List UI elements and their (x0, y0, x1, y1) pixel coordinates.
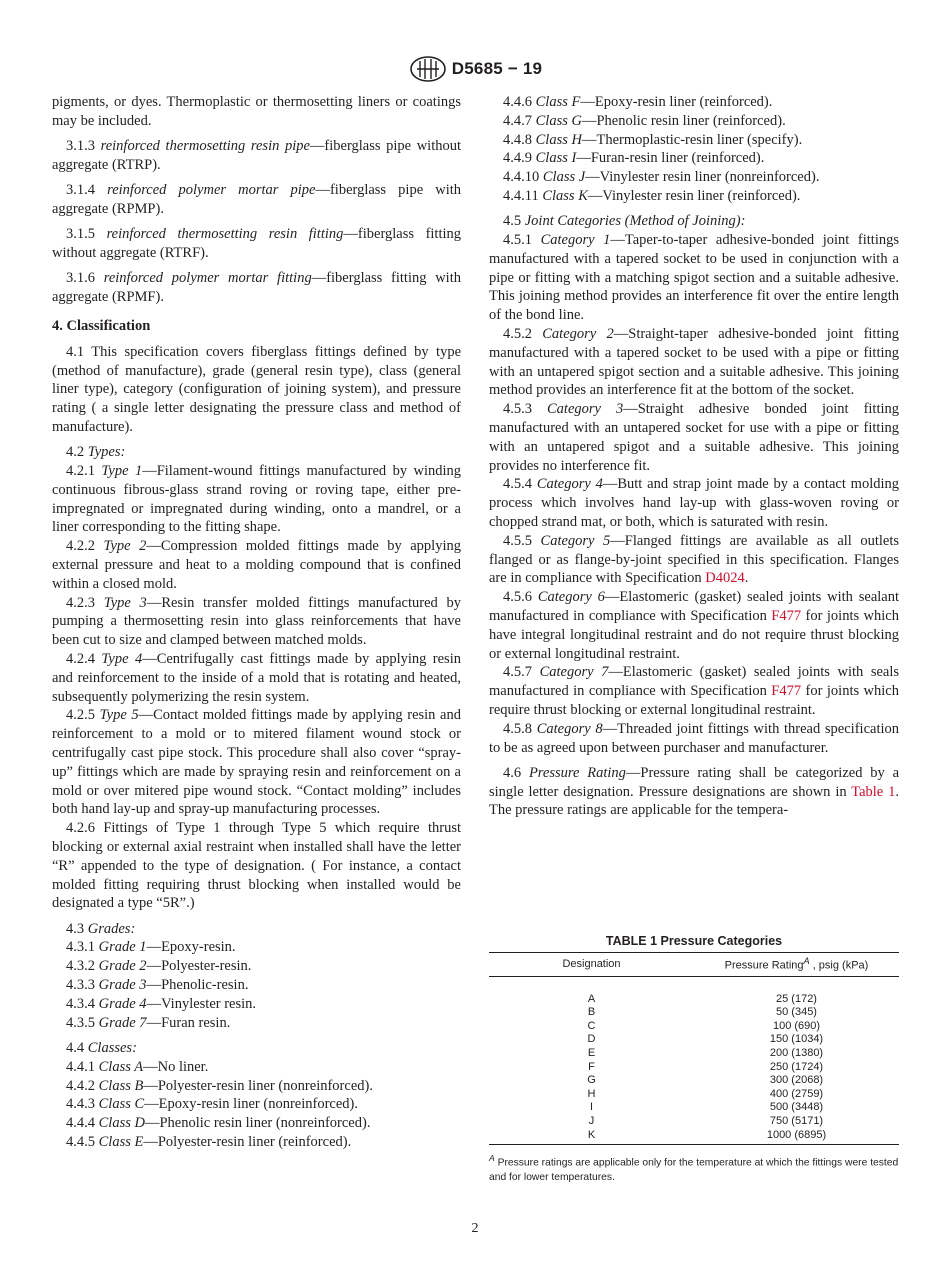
category-4-5-6: 4.5.6 Category 6—Elastomeric (gasket) sealed joints with sealant manufactured in compliance with Specification F477 for joints which have integral longitudinal restraint and do not require thrust blocking or external longitudinal restraint. (489, 589, 900, 662)
table-row: K 1000 (6895) (489, 1129, 899, 1145)
class-item: 4.4.10 Class J—Vinylester resin liner (nonreinforced). (503, 169, 820, 186)
category-4-5-4: 4.5.4 Category 4—Butt and strap joint made by a contact molding process which involves hand lay-up with glass-woven roving or chopped strand mat, or both, which is saturated with resin. (489, 476, 900, 531)
grade-item: 4.3.4 Grade 4—Vinylester resin. (66, 995, 257, 1012)
definition-3-1-3: 3.1.3 reinforced thermosetting resin pipe—fiberglass pipe without aggregate (RTRP). (52, 138, 462, 173)
column-header-designation: Designation (489, 953, 694, 977)
class-item: 4.4.6 Class F—Epoxy-resin liner (reinforced). (503, 94, 773, 110)
heading-4-4: 4.4 Classes: (66, 1039, 137, 1056)
link-d4024[interactable]: D4024 (705, 570, 745, 587)
definition-3-1-6: 3.1.6 reinforced polymer mortar fitting—fiberglass fitting with aggregate (RPMF). (52, 270, 461, 306)
heading-4-3: 4.3 Grades: (66, 920, 136, 937)
class-item: 4.4.5 Class E—Polyester-resin liner (reinforced). (66, 1133, 352, 1150)
astm-logo-icon (408, 55, 448, 83)
type-4-2-2: 4.2.2 Type 2—Compression molded fittings made by applying external pressure and heat to a molding compound that is confined within a closed mold. (52, 538, 461, 592)
page-number: 2 (471, 1221, 479, 1236)
grade-item: 4.3.1 Grade 1—Epoxy-resin. (66, 939, 236, 956)
category-4-5-2: 4.5.2 Category 2—Straight-taper adhesive-bonded joint fitting manufactured with a tapered socket to be used with a pipe or fitting with an untapered spigot section and a suitable adhesive. This joining method provides an interference fit at the bottom of the socket. (489, 326, 900, 399)
heading-4-5: 4.5 Joint Categories (Method of Joining): (503, 213, 746, 230)
category-4-5-8: 4.5.8 Category 8—Threaded joint fittings with thread specification to be as agreed upon between purchaser and manufacturer. (489, 720, 899, 756)
table-title: TABLE 1 Pressure Categories (605, 934, 783, 948)
grade-item: 4.3.3 Grade 3—Phenolic-resin. (66, 977, 249, 994)
continued-paragraph: pigments, or dyes. Thermoplastic or thermosetting liners or coatings may be included. (52, 94, 461, 129)
grade-item: 4.3.5 Grade 7—Furan resin. (66, 1014, 231, 1031)
class-item: 4.4.4 Class D—Phenolic resin liner (nonreinforced). (66, 1115, 371, 1132)
grade-item: 4.3.2 Grade 2—Polyester-resin. (66, 958, 252, 975)
class-item: 4.4.8 Class H—Thermoplastic-resin liner (specify). (503, 131, 803, 148)
right-column (489, 93, 899, 827)
table-row: D 150 (1034) (587, 1033, 824, 1046)
table-1 (489, 934, 899, 1185)
link-f477[interactable]: F477 (771, 683, 802, 700)
table-row: I 500 (3448) (589, 1101, 824, 1114)
paragraph-4-2-6: 4.2.6 Fittings of Type 1 through Type 5 which require thrust blocking or external axial restraint when installed shall have the letter “R” appended to the type of designation. ( For instance, a contact molded fitting requiring thrust blocking when installed would be designated a type “5R”.) (52, 820, 461, 912)
definition-3-1-5: 3.1.5 reinforced thermosetting resin fitting—fiberglass fitting without aggregate (RTRF). (52, 226, 462, 262)
document-number: D5685 − 19 (451, 59, 543, 78)
type-4-2-4: 4.2.4 Type 4—Centrifugally cast fittings made by applying resin and reinforcement to the inside of a mold that is rotating and heated, subsequently polymerizing the resin system. (52, 651, 461, 705)
link-f477[interactable]: F477 (771, 608, 802, 625)
table-row: C 100 (690) (587, 1019, 821, 1032)
category-4-5-3: 4.5.3 Category 3—Straight adhesive bonded joint fitting manufactured with an untapered socket for use with a pipe or fitting with an untapered spigot and a suitable adhesive. This joining provides no interference fit. (489, 401, 900, 474)
table-footnote: $^A$ Pressure ratings are applicable only for the temperature at which the fittings were tested and for lower temperatures. (489, 1153, 899, 1183)
heading-4-2: 4.2 Types: (66, 444, 126, 461)
table-row: F 250 (1724) (588, 1060, 824, 1073)
class-item: 4.4.2 Class B—Polyester-resin liner (nonreinforced). (66, 1077, 373, 1094)
left-column (52, 93, 461, 1152)
type-4-2-5: 4.2.5 Type 5—Contact molded fittings made by applying resin and reinforcement to a mold or to mitered filament wound stock or centrifugally cast pipe stock. This procedure shall also cover “spray-up” fittings which are made by spraying resin and reinforcement on a mold or over mitered pipe wound stock. “Contact molding” includes both hand lay-up and spray-up manufacturing processes. (52, 707, 461, 818)
page-header (0, 54, 950, 84)
pressure-table (489, 952, 899, 1145)
paragraph-4-1: 4.1 This specification covers fiberglass fittings defined by type (method of manufacture), grade (general resin type), class (general liner type), category (configuration of joining system), and pressure rating ( a single letter designating the pressure class and method of manufacture). (52, 343, 461, 435)
table-row: H 400 (2759) (587, 1087, 824, 1100)
class-item: 4.4.1 Class A—No liner. (66, 1058, 209, 1075)
category-4-5-5: 4.5.5 Category 5—Flanged fittings are available as all outlets flanged or as flange-by-joint specified in this specification. Flanges are in compliance with Specification D4024. (489, 532, 899, 587)
type-4-2-1: 4.2.1 Type 1—Filament-wound fittings manufactured by winding continuous fibrous-glass strand roving or roving tape, either pre-impregnated or impregnated during winding, onto a mandrel, or a liner corresponding to the fitting shape. (52, 463, 462, 536)
link-table-1[interactable]: Table 1 (851, 783, 896, 800)
definition-3-1-4: 3.1.4 reinforced polymer mortar pipe—fiberglass pipe with aggregate (RPMP). (52, 182, 462, 217)
column-header-pressure-rating: Pressure Rating$^A$ , psig (kPa) (694, 953, 899, 977)
class-item: 4.4.7 Class G—Phenolic resin liner (reinforced). (503, 112, 786, 129)
table-row: J 750 (5171) (588, 1115, 824, 1127)
class-item: 4.4.11 Class K—Vinylester resin liner (reinforced). (503, 187, 801, 204)
class-item: 4.4.9 Class I—Furan-resin liner (reinforced). (503, 150, 765, 167)
table-row: E 200 (1380) (587, 1047, 824, 1060)
table-row: G 300 (2068) (587, 1074, 824, 1087)
class-item: 4.4.3 Class C—Epoxy-resin liner (nonreinforced). (66, 1096, 358, 1113)
section-heading-classification: 4. Classification (52, 317, 151, 334)
table-row: A 25 (172) (587, 992, 817, 1005)
paragraph-4-6: 4.6 Pressure Rating—Pressure rating shall be categorized by a single letter designation. Pressure designations are shown in Table 1. The pressure ratings are applicable for the tempera- (489, 764, 900, 819)
type-4-2-3: 4.2.3 Type 3—Resin transfer molded fittings manufactured by pumping a thermosetting resin into glass reinforcements that have been cut to size and clamped between matched molds. (52, 594, 461, 649)
category-4-5-1: 4.5.1 Category 1—Taper-to-taper adhesive-bonded joint fittings manufactured with a tapered socket to be used in conjunction with a pipe or fitting with a matching spigot section and a suitable adhesive. This joining method provides an interference fit over the entire length of the bond line. (489, 232, 900, 324)
table-row: B 50 (345) (587, 1006, 817, 1019)
category-4-5-7: 4.5.7 Category 7—Elastomeric (gasket) sealed joints with seals manufactured in compliance with Specification F477 for joints which require thrust blocking or external longitudinal restraint. (489, 664, 900, 718)
